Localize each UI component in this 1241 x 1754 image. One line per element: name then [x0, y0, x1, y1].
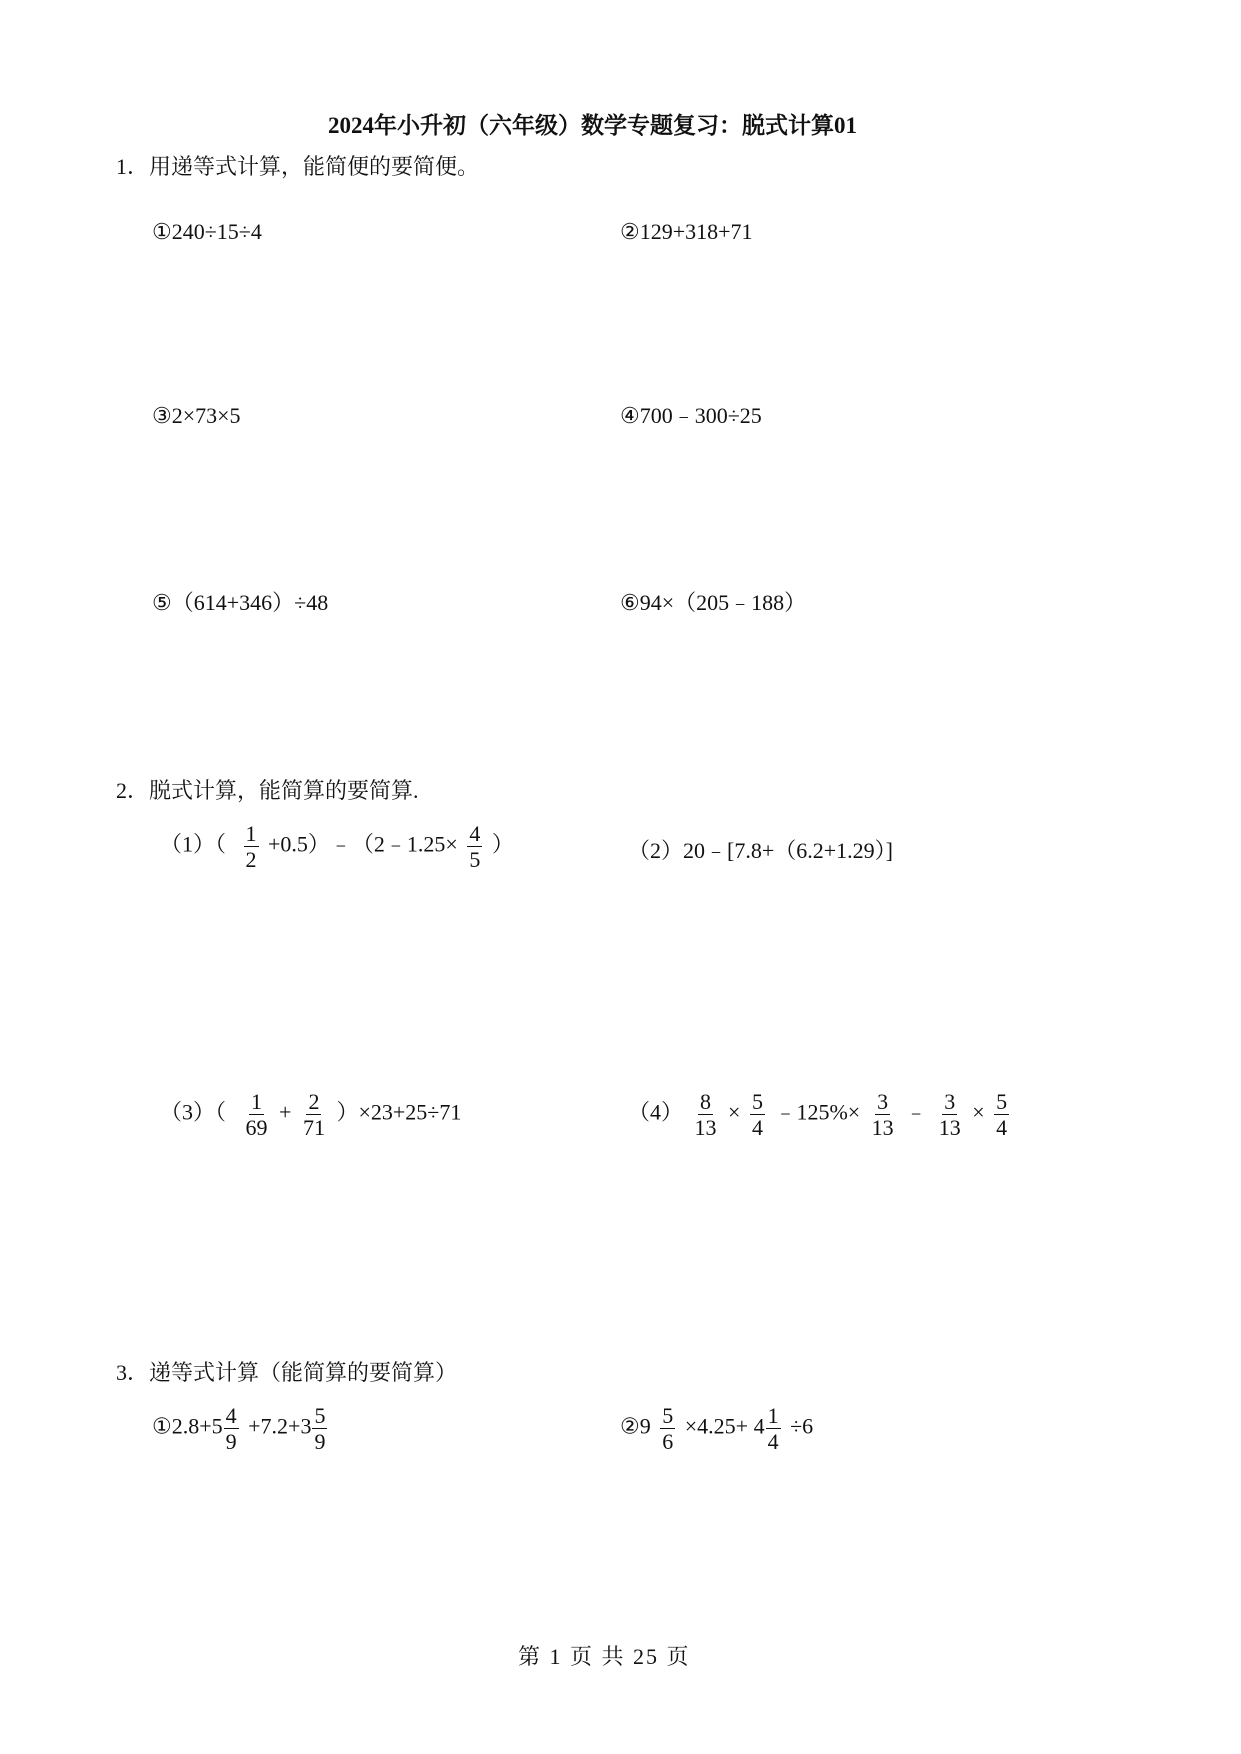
q3-p1-whole-1: 5 — [211, 1413, 223, 1439]
q1-problem-4: ④700﹣300÷25 — [620, 403, 762, 428]
q2-problem-4 — [628, 1090, 1013, 1139]
q2-p3-text-c: ）×23+25÷71 — [336, 1099, 462, 1125]
numerator: 1 — [767, 1403, 779, 1428]
q2-p1-text-b: +0.5）﹣（2﹣1.25× — [268, 831, 458, 857]
denominator: 9 — [225, 1429, 237, 1455]
denominator: 4 — [767, 1429, 779, 1455]
numerator: 3 — [877, 1089, 889, 1114]
q3-p1-text-b: +7.2+ — [248, 1413, 301, 1439]
q3-p1-fraction-1 — [224, 1404, 239, 1453]
q2-p1-fraction-1 — [244, 822, 259, 871]
numerator: 1 — [245, 821, 257, 846]
denominator: 13 — [938, 1115, 961, 1141]
numerator: 2 — [308, 1089, 320, 1114]
denominator: 69 — [245, 1115, 268, 1141]
q1-heading: 1．用递等式计算，能简便的要简便。 — [116, 154, 480, 179]
numerator: 5 — [662, 1403, 674, 1428]
q3-p1-text-a: ①2.8+ — [152, 1413, 212, 1439]
q2-p1-text-a: （1）（ — [160, 831, 227, 857]
q2-heading: 2．脱式计算，能简算的要简算. — [116, 778, 419, 803]
q2-p4-text-c: ﹣125%× — [774, 1099, 861, 1125]
q2-p3-fraction-2 — [301, 1090, 327, 1139]
q1-problem-5: ⑤（614+346）÷48 — [152, 590, 329, 615]
q2-problem-2: （2）20﹣[7.8+（6.2+1.29）] — [628, 838, 893, 863]
q2-p3-text-a: （3）（ — [160, 1099, 227, 1125]
numerator: 8 — [700, 1089, 712, 1114]
q3-p2-text-c: ÷6 — [790, 1413, 814, 1439]
q2-p1-fraction-2 — [467, 822, 482, 871]
q2-p4-text-d: ﹣ — [905, 1099, 928, 1125]
q3-p2-text-b: ×4.25+ — [684, 1413, 749, 1439]
q2-p3-fraction-1 — [244, 1090, 270, 1139]
q3-p2-fraction-1 — [660, 1404, 675, 1453]
page-footer: 第 1 页 共 25 页 — [518, 1644, 691, 1669]
numerator: 5 — [751, 1089, 763, 1114]
q2-problem-1 — [160, 822, 514, 871]
q1-problem-1: ①240÷15÷4 — [152, 219, 262, 244]
q2-p4-fraction-3 — [870, 1090, 896, 1139]
page-title: 2024年小升初（六年级）数学专题复习：脱式计算01 — [328, 113, 857, 138]
numerator: 5 — [314, 1403, 326, 1428]
denominator: 71 — [302, 1115, 325, 1141]
q2-problem-3 — [160, 1090, 461, 1139]
q2-p4-fraction-4 — [937, 1090, 963, 1139]
denominator: 5 — [469, 847, 481, 873]
numerator: 5 — [996, 1089, 1008, 1114]
q3-p2-text-a: ② — [620, 1413, 640, 1439]
numerator: 1 — [251, 1089, 263, 1114]
q3-p2-whole-1: 9 — [639, 1413, 651, 1439]
denominator: 4 — [996, 1115, 1008, 1141]
q2-p4-fraction-2 — [750, 1090, 765, 1139]
q2-p4-text-e: × — [972, 1099, 985, 1125]
denominator: 6 — [662, 1429, 674, 1455]
q3-p1-fraction-2 — [312, 1404, 327, 1453]
q3-heading: 3．递等式计算（能简算的要简算） — [116, 1360, 458, 1385]
q3-p1-whole-2: 3 — [300, 1413, 312, 1439]
q1-problem-2: ②129+318+71 — [620, 219, 753, 244]
q2-p4-text-a: （4） — [628, 1099, 684, 1125]
denominator: 13 — [694, 1115, 717, 1141]
numerator: 4 — [469, 821, 481, 846]
denominator: 9 — [314, 1429, 326, 1455]
q2-p1-text-c: ） — [491, 831, 514, 857]
denominator: 13 — [871, 1115, 894, 1141]
denominator: 4 — [751, 1115, 763, 1141]
q1-problem-3: ③2×73×5 — [152, 403, 241, 428]
q1-problem-6: ⑥94×（205﹣188） — [620, 590, 807, 615]
q3-p2-fraction-2 — [766, 1404, 781, 1453]
numerator: 4 — [225, 1403, 237, 1428]
q3-problem-2 — [620, 1404, 813, 1453]
q2-p4-fraction-5 — [994, 1090, 1009, 1139]
q3-p2-whole-2: 4 — [753, 1413, 765, 1439]
q3-problem-1 — [152, 1404, 331, 1453]
q2-p4-fraction-1 — [693, 1090, 719, 1139]
q2-p3-text-b: + — [279, 1099, 292, 1125]
q2-p4-text-b: × — [728, 1099, 741, 1125]
numerator: 3 — [944, 1089, 956, 1114]
denominator: 2 — [245, 847, 257, 873]
